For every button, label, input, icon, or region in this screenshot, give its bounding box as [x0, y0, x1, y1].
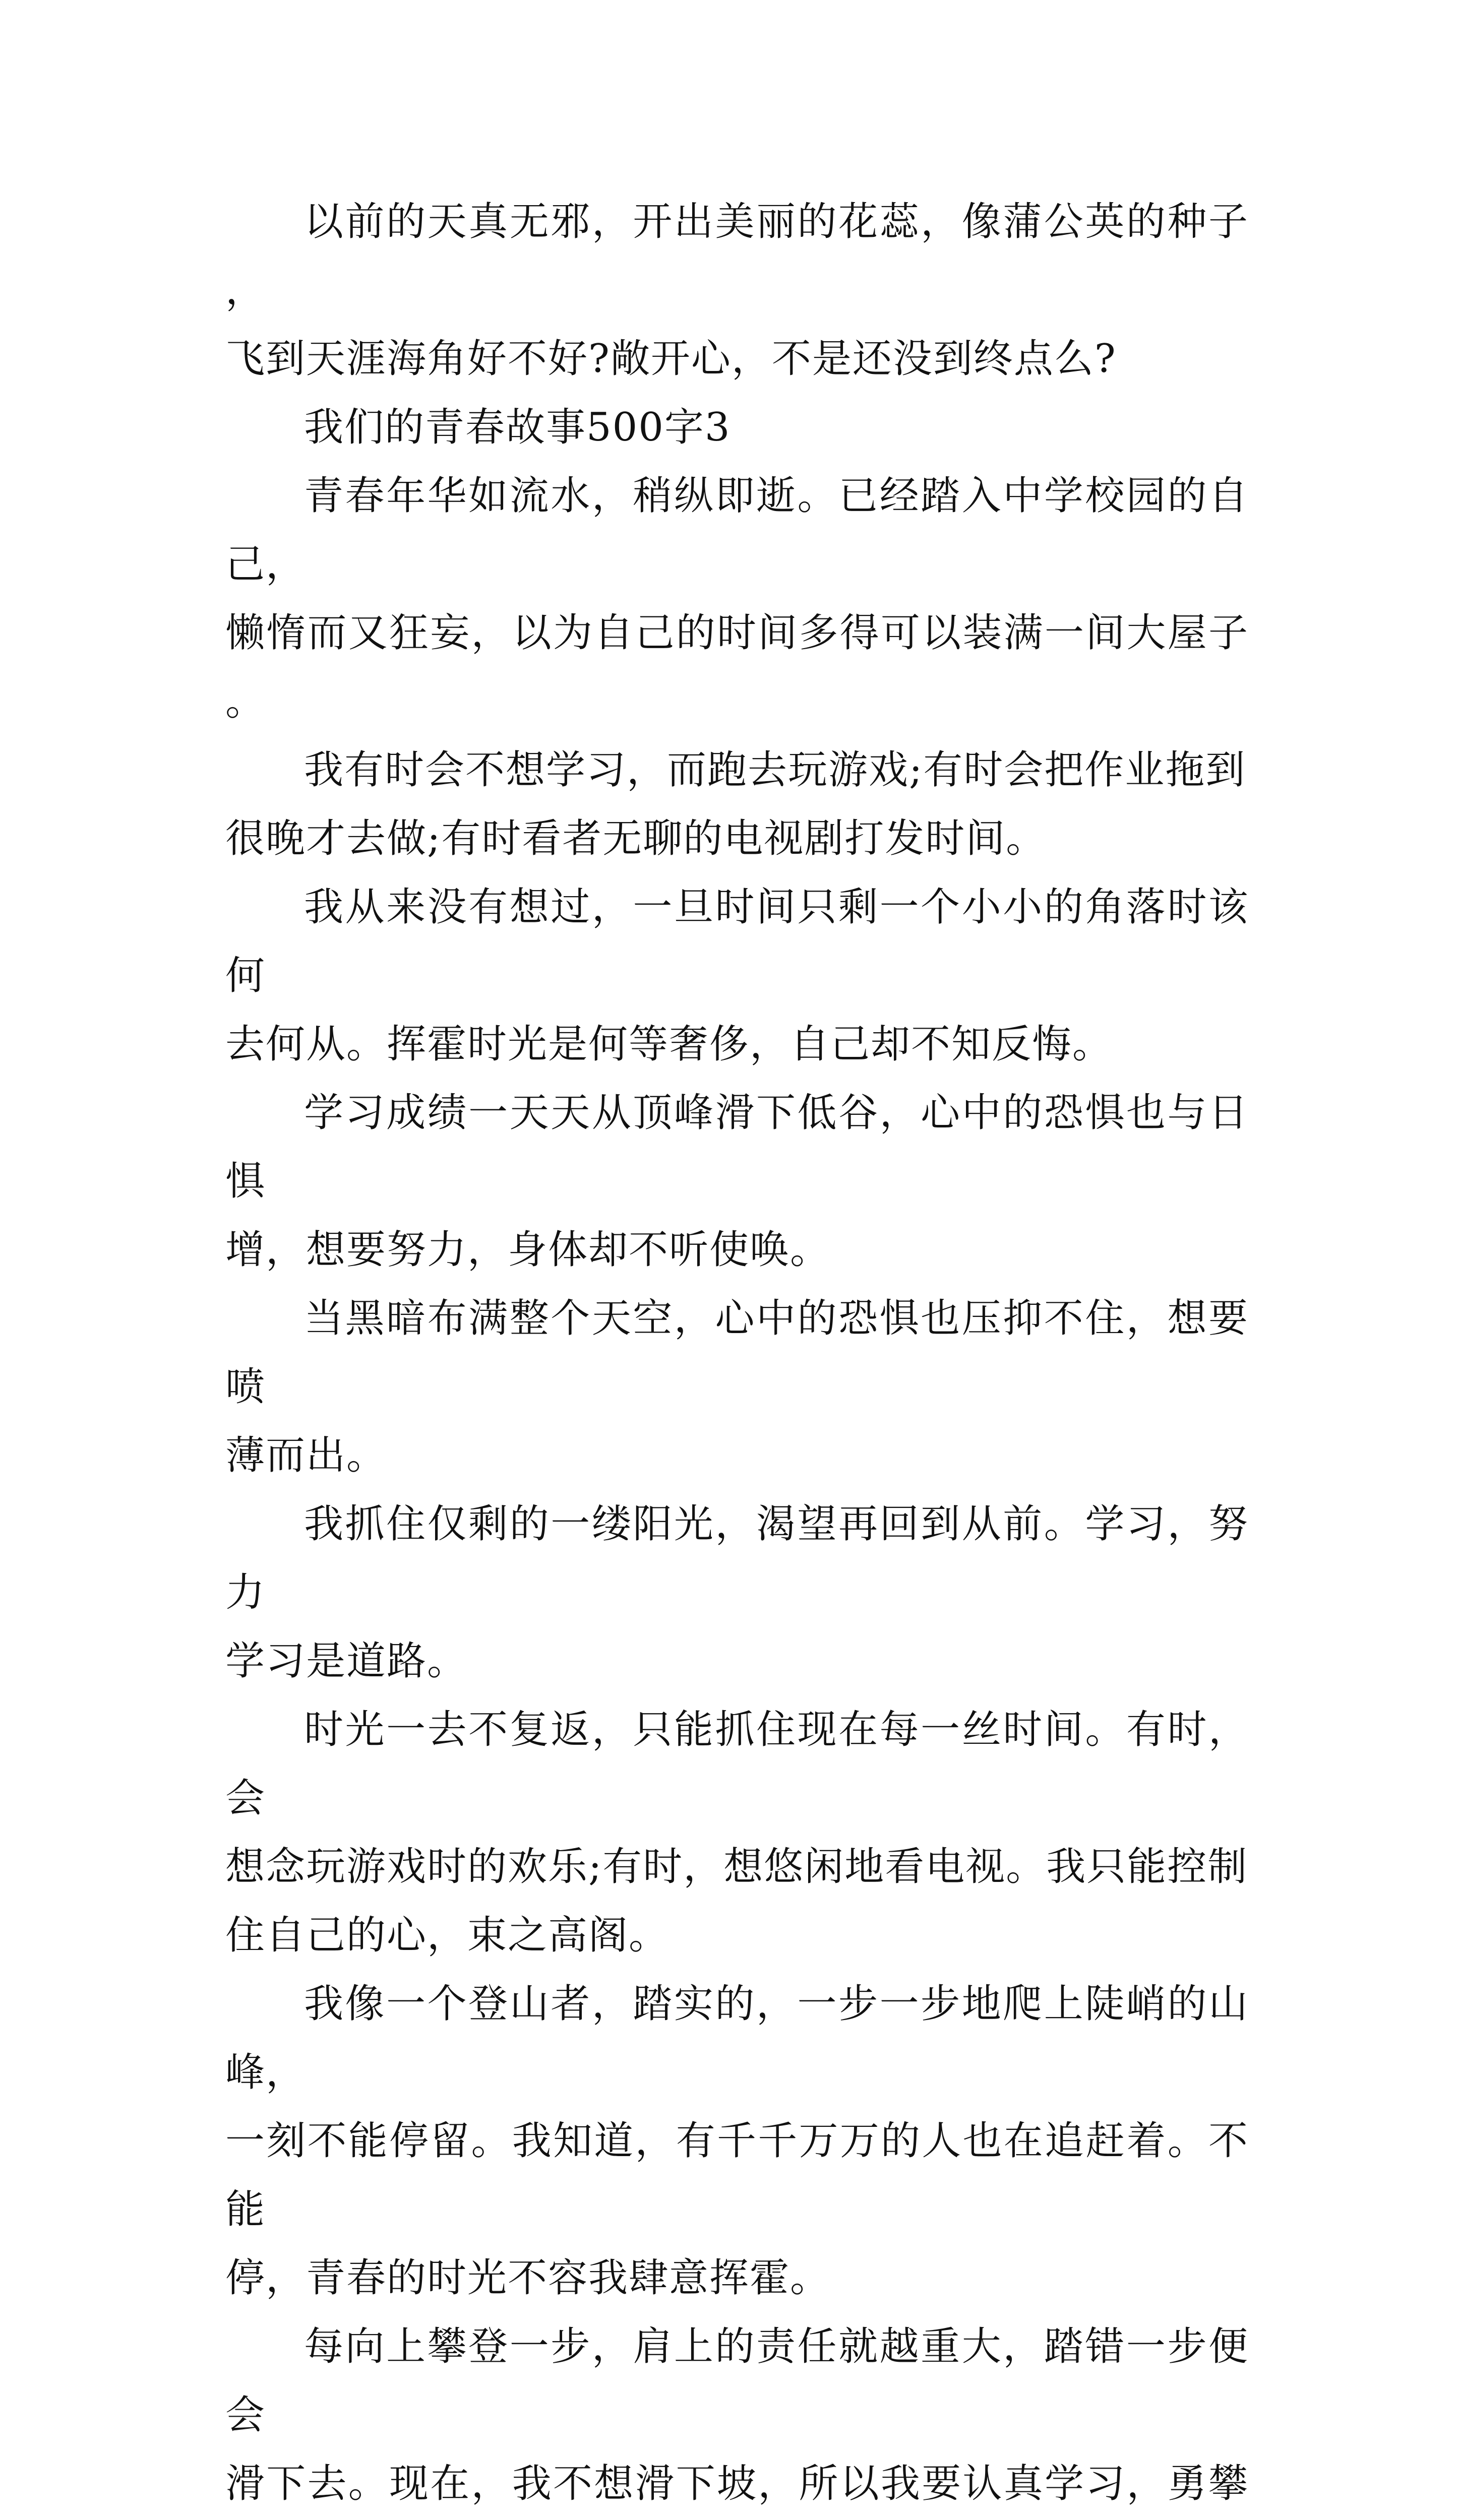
text-line: 滑下去。现在，我不想滑下坡，所以我要认真学习，勇攀 — [225, 2461, 1249, 2506]
text-line: 每向上攀登一步，肩上的责任就越重大，踏错一步便会 — [225, 2324, 1249, 2438]
section-heading — [225, 393, 1249, 462]
paragraph — [225, 1695, 1249, 1970]
text-line: 我像一个登山者，踏实的，一步一步地爬上陡峭的山峰， — [225, 1981, 1249, 2095]
document-body — [225, 187, 1249, 2520]
text-line: 时光一去不复返，只能抓住现在每一丝时间。有时，会 — [225, 1707, 1249, 1821]
paragraph — [225, 187, 1249, 393]
paragraph — [225, 1490, 1249, 1695]
paragraph — [225, 462, 1249, 736]
paragraph — [225, 2312, 1249, 2520]
paragraph — [225, 1970, 1249, 2312]
paragraph — [225, 1079, 1249, 1284]
heading-line: 我们的青春故事500字3 — [304, 405, 731, 450]
paragraph — [225, 736, 1249, 873]
text-line: 飞到天涯海角好不好?敞开心，不是还没到终点么? — [225, 336, 1117, 382]
text-line: 我从来没有想过，一旦时间只剩一个小小的角落时该何 — [225, 885, 1249, 998]
text-line: 一刻不能停留。我知道，有千千万万的人也在追赶着。不能 — [225, 2118, 1249, 2232]
paragraph — [225, 1284, 1249, 1490]
text-line: 青春年华如流水，稍纵即逝。已经踏入中学校园的自己， — [225, 473, 1249, 587]
text-line: 薄而出。 — [225, 1433, 387, 1478]
text-line: 当黑暗布满整个天空，心中的恐惧也压抑不住，想要喷 — [225, 1296, 1249, 1410]
text-line: 学习成绩一天天从顶峰滑下低谷，心中的恐惧也与日惧 — [225, 1090, 1249, 1204]
text-line: 学习是道路。 — [225, 1639, 468, 1684]
text-line: 我抓住仅剩的一缕阳光，渴望再回到从前。学习，努力 — [225, 1501, 1249, 1615]
text-line: 增，想要努力，身体却不听使唤。 — [225, 1227, 831, 1273]
text-line: 想念玩游戏时的欢乐;有时，想悠闲地看电视。我只能控制 — [225, 1844, 1248, 1889]
text-line: 我有时会不想学习，而跑去玩游戏;有时会把作业拖到 — [304, 747, 1246, 793]
text-line: 住自己的心，束之高阁。 — [225, 1913, 670, 1958]
text-line: 停，青春的时光不容我肆意挥霍。 — [225, 2255, 831, 2301]
text-line: 懒惰而又狂妄，以为自己的时间多得可以装满一间大屋子。 — [225, 610, 1249, 724]
text-line: 很晚才去做;有时看者无聊的电视剧打发时间。 — [225, 816, 1047, 861]
text-line: 去何从。挥霍时光是何等奢侈，自己却不知反悔。 — [225, 1022, 1113, 1067]
paragraph — [225, 873, 1249, 1079]
text-line: 以前的天真无邪，开出美丽的花蕊，像蒲公英的种子， — [225, 199, 1249, 313]
